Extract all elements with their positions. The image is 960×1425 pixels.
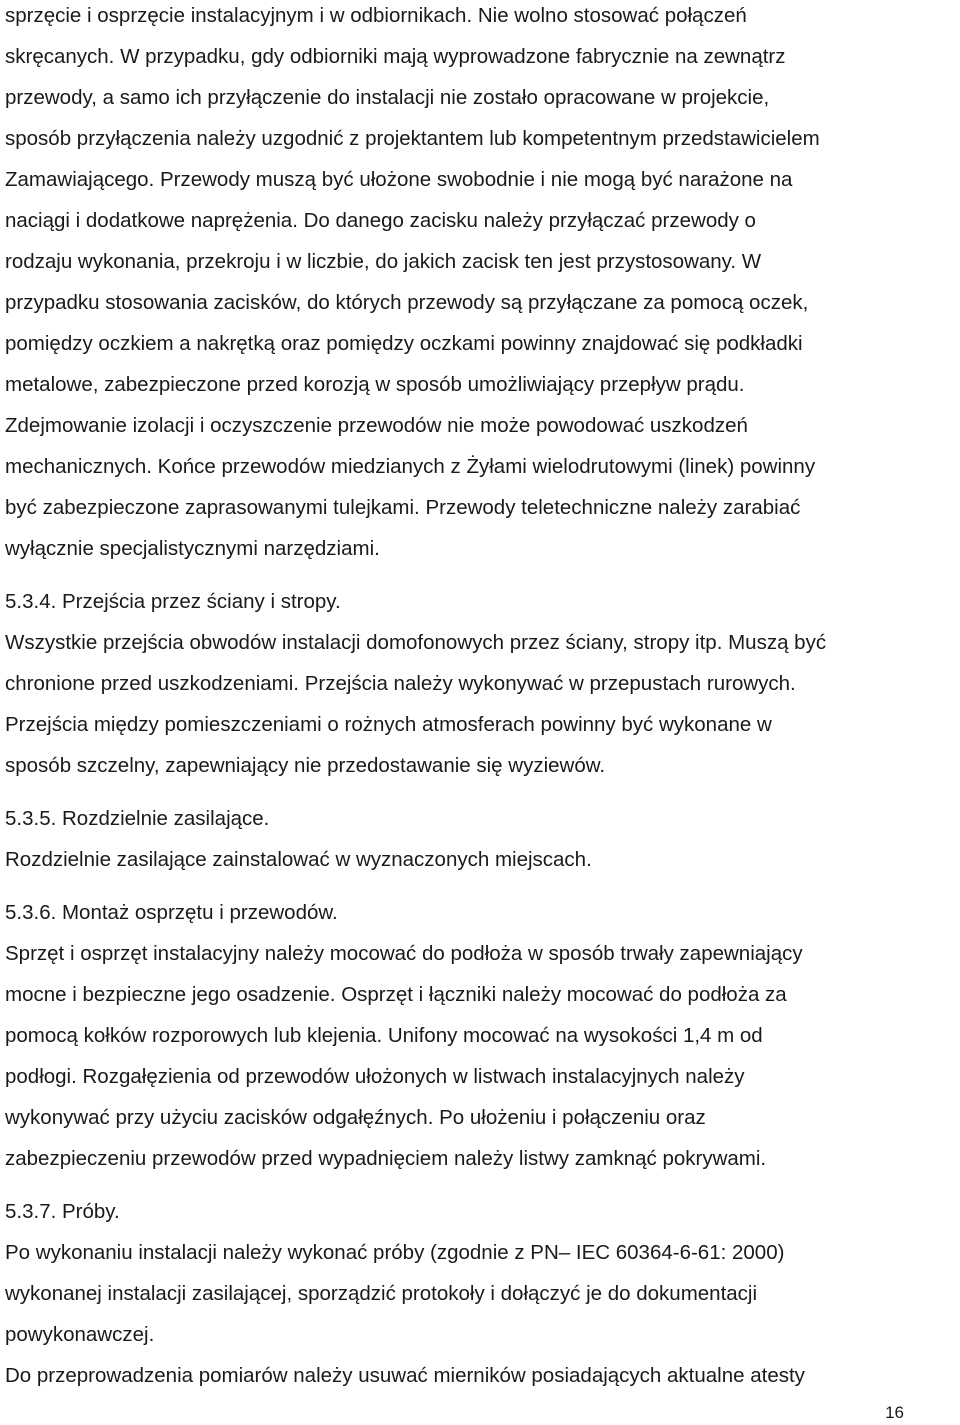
- text-line: Po wykonaniu instalacji należy wykonać próby (zgodnie z PN– IEC 60364-6-61: 2000): [5, 1241, 785, 1264]
- text-line: wykonywać przy użyciu zacisków odgałęźnych. Po ułożeniu i połączeniu oraz: [5, 1106, 706, 1129]
- text-line: Przejścia między pomieszczeniami o rożnych atmosferach powinny być wykonane w: [5, 713, 772, 736]
- page-number: 16: [885, 1403, 904, 1422]
- text-line: wykonanej instalacji zasilającej, sporządzić protokoły i dołączyć je do dokumentacji: [5, 1282, 758, 1305]
- text-line: Rozdzielnie zasilające zainstalować w wyznaczonych miejscach.: [5, 848, 592, 871]
- text-line: mechanicznych. Końce przewodów miedzianych z Żyłami wielodrutowymi (linek) powinny: [5, 455, 816, 478]
- text-line: sprzęcie i osprzęcie instalacyjnym i w odbiornikach. Nie wolno stosować połączeń: [5, 4, 747, 27]
- section-heading: 5.3.6. Montaż osprzętu i przewodów.: [5, 901, 338, 924]
- text-line: przypadku stosowania zacisków, do których przewody są przyłączane za pomocą oczek,: [5, 291, 809, 314]
- text-line: być zabezpieczone zaprasowanymi tulejkami. Przewody teletechniczne należy zarabiać: [5, 496, 801, 519]
- text-line: pomiędzy oczkiem a nakrętką oraz pomiędzy oczkami powinny znajdować się podkładki: [5, 332, 803, 355]
- text-line: przewody, a samo ich przyłączenie do instalacji nie zostało opracowane w projekcie,: [5, 86, 770, 109]
- text-line: chronione przed uszkodzeniami. Przejścia należy wykonywać w przepustach rurowych.: [5, 672, 796, 695]
- text-line: Zamawiającego. Przewody muszą być ułożone swobodnie i nie mogą być narażone na: [5, 168, 793, 191]
- text-line: Do przeprowadzenia pomiarów należy usuwać mierników posiadających aktualne atesty: [5, 1364, 805, 1387]
- text-line: Wszystkie przejścia obwodów instalacji domofonowych przez ściany, stropy itp. Muszą być: [5, 631, 827, 654]
- paragraph-wiring-connections: [5, 0, 957, 569]
- section-5-3-6: [5, 892, 957, 1179]
- text-line: pomocą kołków rozporowych lub klejenia. Unifony mocować na wysokości 1,4 m od: [5, 1024, 763, 1047]
- section-5-3-7: [5, 1191, 957, 1396]
- text-line: Sprzęt i osprzęt instalacyjny należy mocować do podłoża w sposób trwały zapewniający: [5, 942, 803, 965]
- text-line: zabezpieczeniu przewodów przed wypadnięciem należy listwy zamknąć pokrywami.: [5, 1147, 767, 1170]
- text-line: metalowe, zabezpieczone przed korozją w sposób umożliwiający przepływ prądu.: [5, 373, 745, 396]
- section-5-3-4: [5, 581, 957, 786]
- section-heading: 5.3.4. Przejścia przez ściany i stropy.: [5, 590, 341, 613]
- text-line: Zdejmowanie izolacji i oczyszczenie przewodów nie może powodować uszkodzeń: [5, 414, 748, 437]
- text-line: skręcanych. W przypadku, gdy odbiorniki mają wyprowadzone fabrycznie na zewnątrz: [5, 45, 786, 68]
- text-line: sposób szczelny, zapewniający nie przedostawanie się wyziewów.: [5, 754, 606, 777]
- text-line: sposób przyłączenia należy uzgodnić z projektantem lub kompetentnym przedstawicielem: [5, 127, 820, 150]
- document-page: [5, 0, 957, 1396]
- section-5-3-5: [5, 798, 957, 880]
- text-line: powykonawczej.: [5, 1323, 155, 1346]
- text-line: podłogi. Rozgałęzienia od przewodów ułożonych w listwach instalacyjnych należy: [5, 1065, 745, 1088]
- text-line: naciągi i dodatkowe naprężenia. Do danego zacisku należy przyłączać przewody o: [5, 209, 756, 232]
- section-heading: 5.3.7. Próby.: [5, 1200, 120, 1223]
- section-heading: 5.3.5. Rozdzielnie zasilające.: [5, 807, 270, 830]
- text-line: wyłącznie specjalistycznymi narzędziami.: [5, 537, 380, 560]
- text-line: rodzaju wykonania, przekroju i w liczbie, do jakich zacisk ten jest przystosowany. W: [5, 250, 762, 273]
- text-line: mocne i bezpieczne jego osadzenie. Osprzęt i łączniki należy mocować do podłoża za: [5, 983, 787, 1006]
